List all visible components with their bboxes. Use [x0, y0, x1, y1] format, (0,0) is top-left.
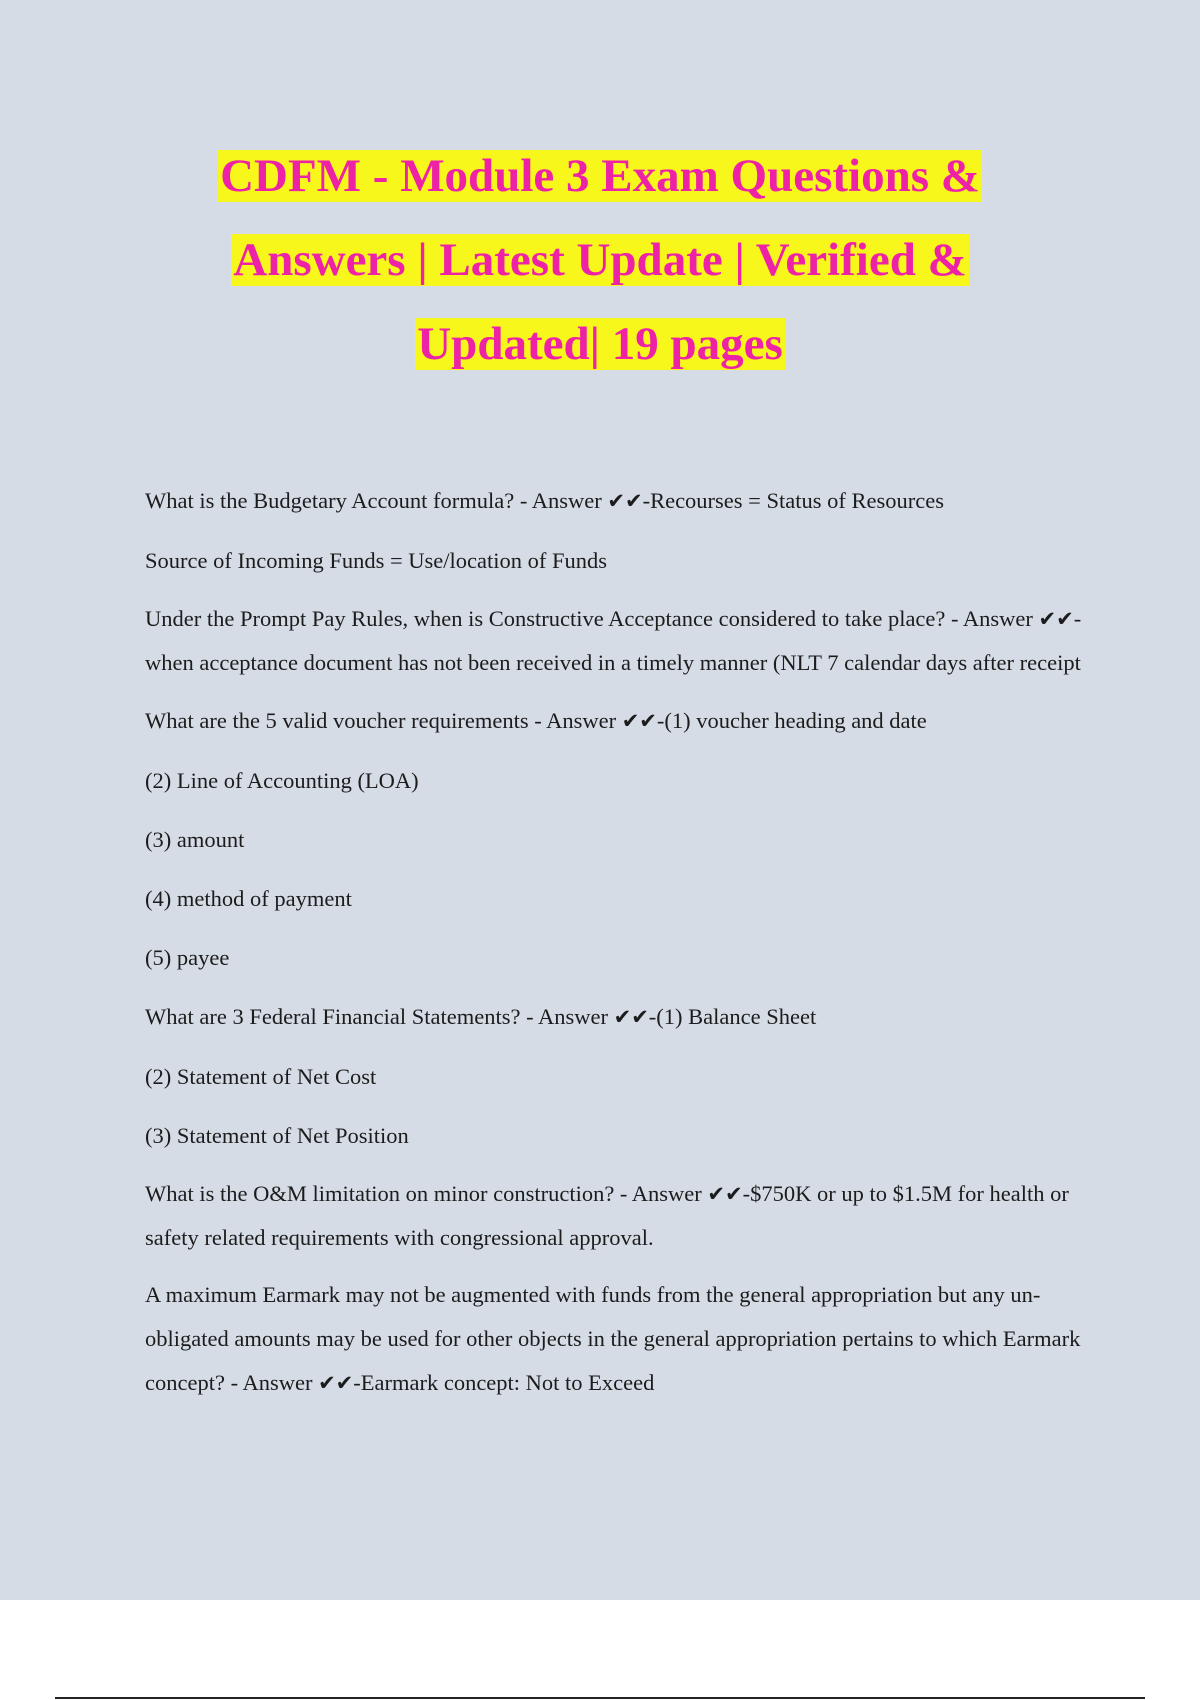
qa-financial-statements: [145, 994, 1085, 1040]
answer-text: -Recourses = Status of Resources: [642, 488, 944, 513]
title-line-2: Answers | Latest Update | Verified &: [233, 234, 967, 286]
list-item: (3) Statement of Net Position: [145, 1123, 409, 1148]
list-item: (4) method of payment: [145, 886, 352, 911]
question-text: What is the Budgetary Account formula? - Answer: [145, 488, 608, 513]
check-icon: ✔✔: [613, 1005, 649, 1029]
qa-om-limitation: [145, 1172, 1085, 1260]
check-icon: ✔✔: [607, 489, 643, 513]
answer-text: -when acceptance document has not been received in a timely manner (NLT 7 calendar days after receipt: [145, 606, 1082, 675]
answer-text: -$750K or up to $1.5M for health or safety related requirements with congressional approval.: [145, 1181, 1069, 1250]
list-item: (3) amount: [145, 827, 245, 852]
document-title: [0, 134, 1200, 386]
list-item: (2) Line of Accounting (LOA): [145, 768, 419, 793]
check-icon: ✔✔: [707, 1182, 743, 1206]
title-line-3: Updated| 19 pages: [417, 318, 783, 370]
qa-prompt-pay: [145, 597, 1085, 685]
question-text: Under the Prompt Pay Rules, when is Constructive Acceptance considered to take place? - Answer: [145, 606, 1039, 631]
list-item: (5) payee: [145, 945, 230, 970]
qa-voucher-requirements: [145, 698, 1085, 744]
check-icon: ✔✔: [318, 1371, 354, 1395]
document-body: [145, 478, 1085, 1418]
title-line-1: CDFM - Module 3 Exam Questions &: [220, 150, 980, 202]
question-text: What are the 5 valid voucher requirements - Answer: [145, 708, 622, 733]
list-item: (2) Statement of Net Cost: [145, 1064, 377, 1089]
answer-text: -Earmark concept: Not to Exceed: [353, 1370, 655, 1395]
qa-earmark-concept: [145, 1273, 1085, 1405]
qa-budgetary-formula: [145, 478, 1085, 524]
check-icon: ✔✔: [1038, 607, 1074, 631]
answer-continuation: Source of Incoming Funds = Use/location of Funds: [145, 548, 608, 573]
question-text: What are 3 Federal Financial Statements? - Answer: [145, 1004, 614, 1029]
check-icon: ✔✔: [621, 709, 657, 733]
answer-text: -(1) Balance Sheet: [648, 1004, 817, 1029]
question-text: A maximum Earmark may not be augmented with funds from the general appropriation but any un-obligated amounts may be used for other objects in the general appropriation pertains to which Earmark concept? - Answer: [145, 1282, 1081, 1395]
answer-text: -(1) voucher heading and date: [656, 708, 927, 733]
question-text: What is the O&M limitation on minor construction? - Answer: [145, 1181, 708, 1206]
footer-divider: [55, 1697, 1145, 1699]
